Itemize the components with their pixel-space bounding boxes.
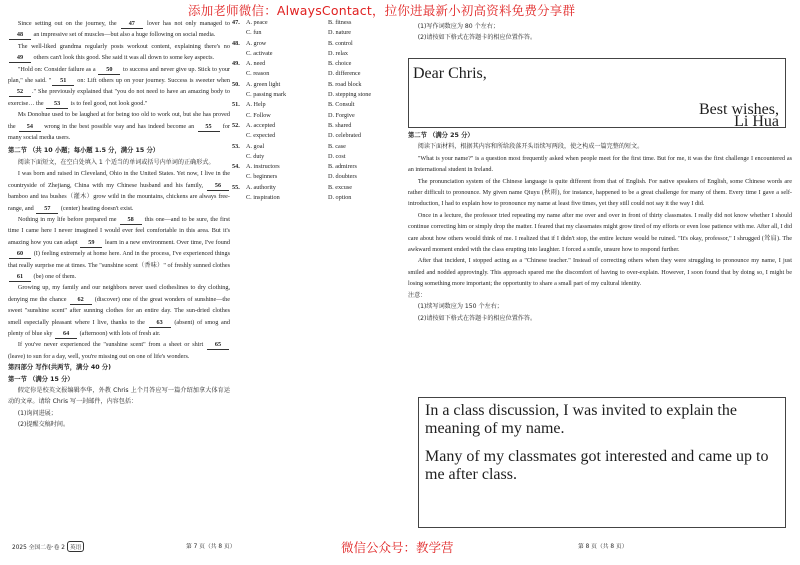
blank-number: 65 [207, 341, 229, 350]
paragraph [8, 214, 230, 282]
continuation-opening-1: In a class discussion, I was invited to explain the meaning of my name. [425, 402, 737, 437]
text-run: (absent) of smog and plenty of blue sky [8, 318, 230, 337]
note-item: (2)请按如下格式在答题卡的相应位置作答。 [417, 34, 537, 42]
text-run: wrong in the best possible way and has indeed become an [41, 122, 197, 130]
text-run: The well-liked grandma regularly posts workout content, explaining there's no [17, 42, 230, 50]
text-run: an impressive set of muscles—but also a huge following on social media. [32, 31, 216, 39]
text-run: ." She previously explained that "you do not need to have an amazing body to exercise… the [8, 88, 230, 107]
option-row [232, 131, 392, 141]
option-a: A. accepted [246, 121, 276, 129]
writing-sec2-prompt: 阅读下面材料，根据其内容和所给段落开头语续写两段，使之构成一篇完整的短文。 [417, 143, 644, 151]
writing-sec1-heading: 第一节 （满分 15 分） [8, 375, 74, 383]
option-b: B. fitness [328, 19, 352, 26]
letter-template-box [408, 58, 786, 128]
question-number: 52. [232, 121, 240, 129]
passage-two [8, 168, 230, 362]
option-row [232, 111, 392, 121]
blank-number: 53 [46, 100, 68, 109]
option-row [232, 59, 392, 69]
exam-code: 2025 全国二卷·卷 2 [12, 545, 65, 551]
watermark-bottom: 微信公众号：教学营 [341, 540, 454, 555]
text-run: I was born and raised in Cleveland, Ohio in the United States. Yet now, I live in the countryside of Zhejiang, China with my Chinese husband and his family, [8, 170, 230, 189]
blank-number: 47 [121, 20, 143, 29]
text-run: to success and never give up. Stick to your plan," she said. " [8, 65, 230, 85]
option-row [232, 152, 392, 162]
text-run: (afternoon) with lots of fresh air. [78, 329, 161, 337]
blank-number: 51 [52, 77, 74, 86]
blank-number: 60 [9, 250, 31, 259]
note-item: (1)续写词数应为 150 个左右； [417, 303, 503, 311]
section2-heading: 第二节 （共 10 小题；每小题 1.5 分，满分 15 分） [8, 147, 160, 155]
text-run: If you've never experienced the "sunshine scent" from a sheet or shirt [17, 341, 206, 349]
blank-number: 63 [149, 319, 171, 328]
blank-number: 54 [19, 123, 41, 132]
left-column [8, 18, 230, 431]
option-d: D. difference [328, 70, 361, 78]
note-item: (2)请按如下格式在答题卡的相应位置作答。 [417, 314, 537, 322]
text-run: Growing up, my family and our neighbors never used clotheslines to dry clothing, denying me the chance [8, 284, 230, 303]
option-d: D. celebrated [328, 132, 361, 140]
watermark-top: 添加老师微信：AlwaysContact，拉你进最新小初高资料免费分享群 [188, 3, 576, 18]
text-run: (discover) one of the great wonders of sunshine—the sweet "sunshine scent" after sunning clothes for an entire day. The sun-dried clothes smell especially pleasant where I live, thanks to the [8, 295, 230, 326]
option-row [232, 162, 392, 172]
option-c: C. activate [246, 49, 273, 57]
story-paragraph: Once in a lecture, the professor tried repeating my name after me over and over in front of thirty classmates. I really did not know whether I should continue correcting him or simply drop the matter. I feared that my classmates might grow tired of my efforts or even lose patience with me. After all, I did care about how others would think of me. I realized that if I didn't stop, the entire lecture would be ruined. "It's okay, professor," I shrugged (耸肩). The awkward moment ended with the class erupting into laughter. I forced a smile, unsure how to respond further. [408, 211, 792, 254]
letter-signature: Li Hua [734, 113, 779, 130]
paragraph [8, 64, 230, 110]
option-d: D. Forgive [328, 111, 355, 119]
option-b: B. control [328, 39, 353, 47]
option-row [232, 142, 392, 152]
right-column [408, 18, 792, 44]
option-c: C. duty [246, 152, 265, 160]
text-run: others can't look this good. She said it was all down to some key aspects. [32, 54, 215, 62]
question-number: 50. [232, 80, 240, 88]
text-run: "Hold on: Consider failure as a [17, 65, 98, 73]
option-row [232, 193, 392, 203]
option-d: D. stepping stone [328, 91, 372, 99]
continuation-box [418, 397, 786, 528]
option-a: A. authority [246, 183, 276, 191]
option-d: D. nature [328, 29, 352, 37]
option-row [232, 39, 392, 49]
paragraph [8, 282, 230, 339]
note-item: (1)写作词数应为 80 个左右； [417, 23, 499, 30]
options-column [232, 18, 392, 203]
question-number: 54. [232, 163, 240, 171]
blank-number: 64 [55, 330, 77, 339]
option-c: C. reason [246, 70, 270, 78]
option-d: D. relax [328, 49, 348, 57]
continuation-section [408, 130, 792, 324]
blank-number: 49 [9, 54, 31, 63]
footer-left [12, 541, 84, 552]
text-run: learn in a new environment. Over time, I've found [103, 238, 230, 246]
note-heading: 注意： [408, 291, 427, 299]
option-row [232, 49, 392, 59]
option-row [232, 172, 392, 182]
page-number-7: 第 7 页（共 8 页） [186, 544, 236, 550]
option-c: C. fun [246, 29, 262, 37]
blank-number: 55 [198, 123, 220, 132]
writing-point: (2)提醒交稿时间。 [17, 421, 70, 429]
option-d: D. doubters [328, 173, 357, 181]
blank-number: 57 [36, 205, 58, 214]
option-b: B. admirers [328, 163, 357, 171]
option-b: B. case [328, 142, 346, 150]
option-a: A. grow [246, 39, 267, 47]
option-a: A. Help [246, 101, 266, 109]
story-paragraph: "What is your name?" is a question most frequently asked when people meet for the first time. But for me, it was the first challenge I encountered as an international student in Ireland. [408, 154, 792, 174]
question-number: 55. [232, 183, 240, 191]
blank-number: 56 [207, 182, 229, 191]
option-a: A. need [246, 60, 266, 68]
option-a: A. goal [246, 142, 265, 150]
option-row [232, 28, 392, 38]
text-run: lover has not only managed to [143, 20, 230, 27]
blank-number: 61 [9, 273, 31, 282]
blank-number: 48 [9, 31, 31, 40]
text-run: on: Lift others up on your journey. Success is sweeter when [75, 77, 231, 85]
option-row [232, 183, 392, 193]
option-c: C. passing mark [246, 91, 287, 99]
passage-one [8, 18, 230, 143]
question-number: 48. [232, 39, 240, 47]
option-row [232, 90, 392, 100]
paragraph [8, 168, 230, 214]
blank-number: 52 [9, 88, 31, 97]
writing-point: (1)询问进展； [17, 409, 57, 417]
option-row [232, 18, 392, 28]
story-paragraph: The pronunciation system of the Chinese language is quite different from that of English. For native speakers of English, some Chinese words are rather difficult to pronounce. My given name Qiuyu (秋雨), for instance, happened to be a great challenge for many of them. Every time I gave a self-introduction, I had to explain how to pronounce my name at least five times, yet they still could not say it the way I did. [408, 177, 792, 208]
paragraph [8, 18, 230, 41]
text-run: (be) one of them. [32, 272, 77, 280]
story-text [408, 153, 792, 290]
option-b: B. Consult [328, 101, 355, 109]
option-row [232, 69, 392, 79]
option-b: B. excuse [328, 183, 353, 191]
option-b: B. road block [328, 80, 362, 88]
part4-heading: 第四部分 写作(共两节，满分 40 分) [8, 364, 111, 372]
option-c: C. beginners [246, 173, 278, 181]
blank-number: 62 [70, 296, 92, 305]
text-run: Ms Donohue used to be laughed at for being too old to work out, but she has proved the [8, 111, 230, 130]
option-a: A. peace [246, 19, 268, 26]
text-run: is to feel good, not look good." [69, 99, 148, 107]
paragraph [8, 41, 230, 64]
text-run: (center) heating doesn't exist. [59, 204, 134, 212]
text-run: Nothing in my life before prepared me [17, 215, 119, 223]
text-run: (I) feeling extremely at home here. And in the process, I've experienced things that really surprise me at times. The "sunshine scent（香味）" of freshly sunned clothes [8, 250, 230, 269]
option-a: A. green light [246, 80, 281, 88]
paragraph [8, 339, 230, 362]
option-c: C. inspiration [246, 194, 280, 202]
option-d: D. option [328, 194, 352, 202]
paragraph [8, 109, 230, 143]
option-b: B. shared [328, 121, 352, 129]
letter-closing: Best wishes, [699, 101, 779, 118]
question-number: 49. [232, 60, 240, 68]
text-run: (leave) to sun for a day, well, you're missing out on one of life's wonders. [8, 352, 190, 360]
letter-greeting: Dear Chris, [413, 65, 487, 82]
option-c: C. Follow [246, 111, 271, 119]
writing-sec1-prompt: 假定你是校英文报编辑李华，外教 Chris 上个月答应写一篇介绍加拿大体育运动的文章。请给 Chris 写一封邮件，内容包括： [8, 387, 230, 406]
option-b: B. choice [328, 60, 352, 68]
text-run: this one—and to be sure, the first time I came here I never imagined I would ever feel comfortable in this area. But it's amazing how you can adapt [8, 215, 230, 246]
option-a: A. instructors [246, 163, 280, 171]
option-row [232, 80, 392, 90]
option-row [232, 100, 392, 110]
text-run: for many social media users. [8, 122, 230, 142]
story-paragraph: After that incident, I stopped acting as a "Chinese teacher." Instead of correcting others when they were struggling to pronounce my name, I just smiled and nodded approvingly. This approach spared me the discomfort of having to over-explain. However, I soon found that by doing so, I might be losing something more important; the opportunity to share a small part of my cultural identity. [408, 257, 792, 288]
option-row [232, 121, 392, 131]
option-d: D. cost [328, 152, 346, 160]
page-number-8: 第 8 页（共 8 页） [578, 544, 628, 550]
subject-badge: 英语 [67, 541, 85, 552]
blank-number: 59 [80, 239, 102, 248]
continuation-opening-2: Many of my classmates got interested and came up to me after class. [425, 448, 769, 483]
question-number: 47. [232, 19, 240, 26]
question-number: 53. [232, 142, 240, 150]
text-run: bamboo and tea bushes（灌木）grow wild in the mountains, chickens are always free-range, and [8, 193, 230, 212]
blank-number: 50 [98, 66, 120, 75]
section2-instruction: 阅读下面短文，在空白处填入 1 个适当的单词或括号内单词的正确形式。 [17, 158, 215, 166]
writing-sec2-heading: 第二节 （满分 25 分） [408, 132, 474, 139]
option-c: C. expected [246, 132, 276, 140]
question-number: 51. [232, 101, 240, 109]
blank-number: 58 [120, 216, 142, 225]
text-run: Since setting out on the journey, the [17, 20, 120, 27]
